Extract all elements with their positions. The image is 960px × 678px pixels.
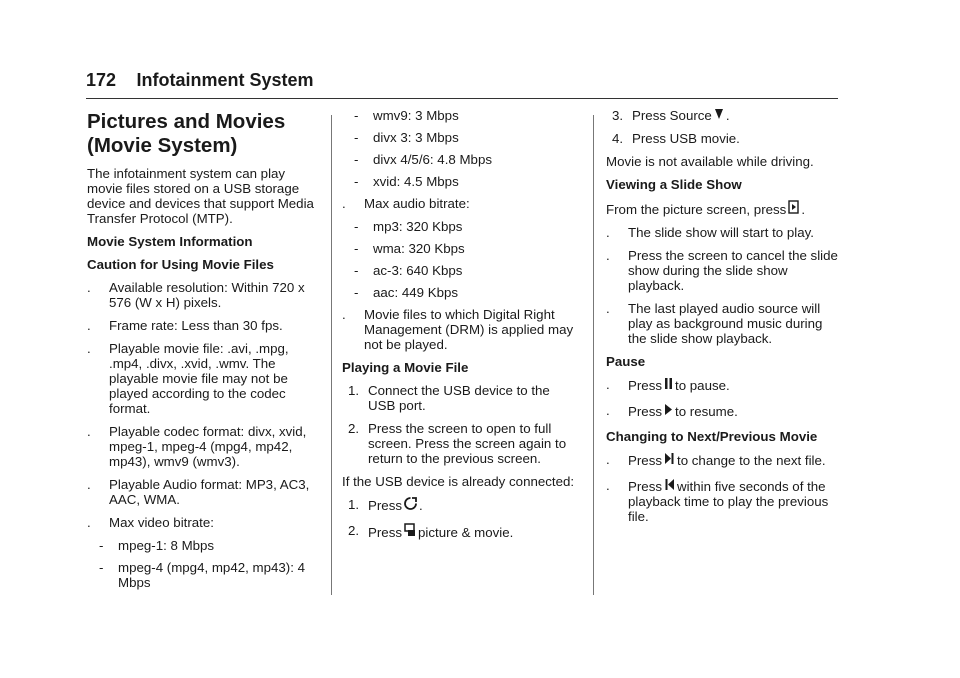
bullet-item: . Press the screen to cancel the slide show during the slide show playback. — [606, 248, 838, 293]
bullet-item: . Playable movie file: .avi, .mpg, .mp4, .divx, .xvid, .wmv. The playable movie file may not be played according to the codec format. — [87, 341, 289, 416]
bullet-mark: . — [87, 515, 91, 530]
subheading-slide-show: Viewing a Slide Show — [606, 177, 742, 192]
slide-intro: From the picture screen, press . — [606, 202, 806, 217]
picture-movie-icon — [404, 523, 416, 540]
section-heading: Pictures and Movies (Movie System) — [87, 110, 286, 157]
dash-item: - ac-3: 640 Kbps — [354, 263, 463, 278]
dash-item: - divx 4/5/6: 4.8 Mbps — [354, 152, 492, 167]
subheading-caution: Caution for Using Movie Files — [87, 257, 274, 272]
column-divider-2 — [593, 115, 594, 595]
step-item: 4. Press USB movie. — [612, 131, 740, 146]
dash-item: - mp3: 320 Kbps — [354, 219, 463, 234]
pause-icon — [664, 377, 673, 393]
dash-item: - xvid: 4.5 Mbps — [354, 174, 459, 189]
step-item: 1. Press . — [348, 497, 423, 513]
bullet-item: . Playable Audio format: MP3, AC3, AAC, WMA. — [87, 477, 310, 507]
subheading-pause: Pause — [606, 354, 646, 369]
bullet-item: . Press to change to the next file. — [606, 452, 826, 468]
column-divider-1 — [331, 115, 332, 595]
slideshow-icon — [788, 200, 799, 217]
page-number: 172 — [86, 70, 117, 90]
subheading-movie-system-info: Movie System Information — [87, 234, 253, 249]
not-available-text: Movie is not available while driving. — [606, 154, 814, 169]
bullet-item: . The slide show will start to play. — [606, 225, 814, 240]
bullet-item: . Max audio bitrate: — [342, 196, 470, 211]
column-1 — [87, 108, 322, 597]
previous-icon — [664, 478, 675, 494]
bullet-item: . Press within five seconds of the playback time to play the previous file. — [606, 478, 829, 524]
header-rule — [86, 98, 838, 99]
home-icon — [404, 497, 417, 513]
step-item: 1. Connect the USB device to the USB port. — [348, 383, 550, 413]
bullet-mark: . — [87, 477, 91, 492]
intro-paragraph: The infotainment system can play movie files stored on a USB storage device and devices that support Media Transfer Protocol (MTP). — [87, 166, 314, 226]
bullet-mark: . — [87, 341, 91, 356]
subheading-playing: Playing a Movie File — [342, 360, 469, 375]
bullet-mark: . — [87, 280, 91, 295]
bullet-item: . Press to resume. — [606, 403, 738, 419]
step-item: 2. Press picture & movie. — [348, 523, 514, 540]
bullet-item: . Movie files to which Digital Right Management (DRM) is applied may not be played. — [342, 307, 574, 352]
next-icon — [664, 452, 675, 468]
step-item: 3. Press Source . — [612, 108, 730, 123]
bullet-mark: . — [87, 424, 91, 439]
dash-item: - wma: 320 Kbps — [354, 241, 465, 256]
dash-item: - wmv9: 3 Mbps — [354, 108, 459, 123]
play-icon — [664, 403, 673, 419]
bullet-item: . Playable codec format: divx, xvid, mpeg-1, mpeg-4 (mpg4, mp42, mp43), wmv9 (wmv3). — [87, 424, 307, 469]
column-3 — [606, 108, 841, 532]
source-down-icon — [714, 108, 724, 123]
column-2 — [342, 108, 577, 548]
dash-item: - mpeg-4 (mpg4, mp42, mp43): 4 Mbps — [99, 560, 305, 590]
dash-item: - aac: 449 Kbps — [354, 285, 459, 300]
dash-item: - divx 3: 3 Mbps — [354, 130, 459, 145]
bullet-item: . Press to pause. — [606, 377, 730, 393]
dash-item: - mpeg-1: 8 Mbps — [99, 538, 215, 553]
already-connected-text: If the USB device is already connected: — [342, 474, 575, 489]
bullet-mark: . — [87, 318, 91, 333]
bullet-item: . The last played audio source will play as background music during the slide show playback. — [606, 301, 823, 346]
step-item: 2. Press the screen to open to full screen. Press the screen again to return to the previous screen. — [348, 421, 567, 466]
bullet-item: . Max video bitrate: — [87, 515, 214, 530]
subheading-next-prev: Changing to Next/Previous Movie — [606, 429, 818, 444]
page-header — [86, 70, 838, 91]
bullet-item: . Available resolution: Within 720 x 576 (W x H) pixels. — [87, 280, 305, 310]
bullet-item: . Frame rate: Less than 30 fps. — [87, 318, 283, 333]
section-title: Infotainment System — [136, 70, 314, 90]
